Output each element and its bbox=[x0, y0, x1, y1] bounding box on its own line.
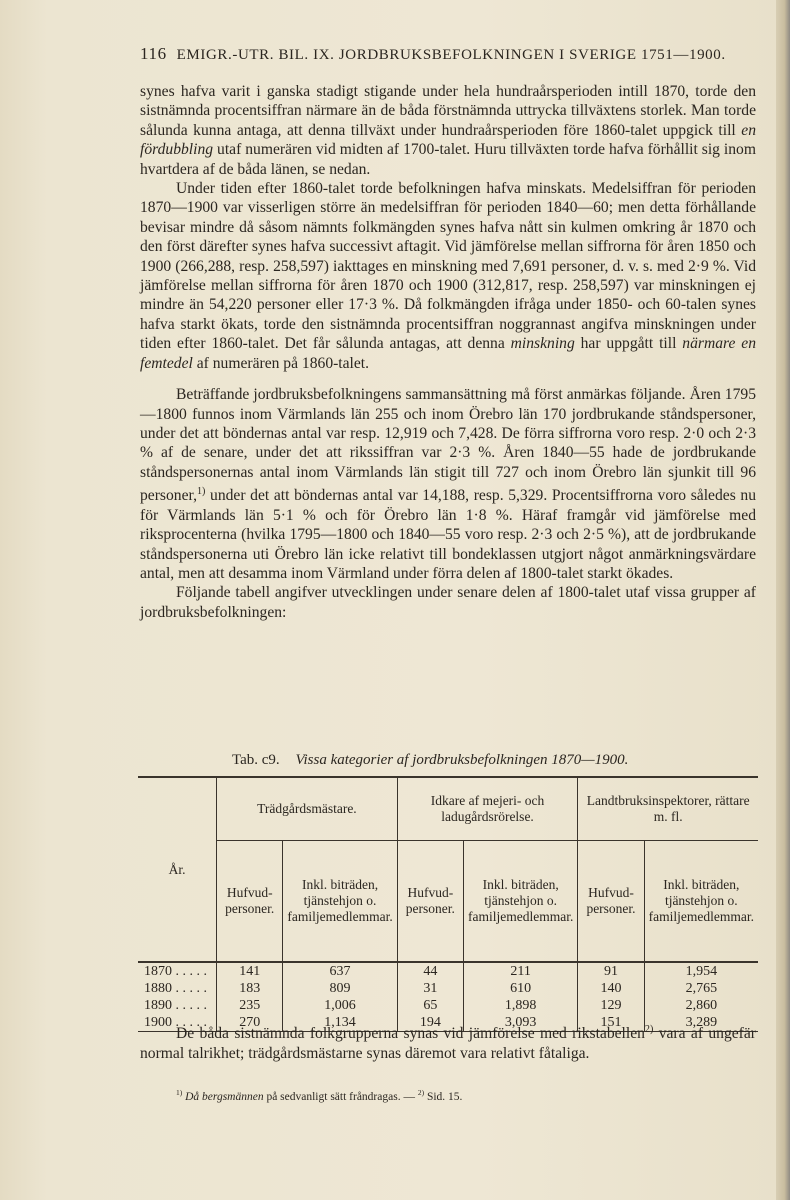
year-cell: 1900 . . . . . bbox=[138, 1014, 217, 1032]
paragraph-2 bbox=[140, 179, 756, 373]
group-header-gardeners: Trädgårdsmästare. bbox=[217, 777, 398, 841]
group-header-dairy: Idkare af mejeri- och ladugårdsrörelse. bbox=[397, 777, 578, 841]
cell: 129 bbox=[578, 997, 644, 1014]
p2-text-a: Under tiden efter 1860-talet torde befolkningen hafva minskats. Medelsiffran för perioden 1870—1900 var visserligen större än medelsiffran för perioden 1840—60; men detta förhållande bevisar mindre då såsom nämnts folkmängden synes hafva nått sin kulmen omkring år 1870 och den först därefter synes hafva successivt aftagit. Vid jämförelse mellan siffrorna för åren 1850 och 1900 (266,288, resp. 258,597) iakttages en minskning med 7,691 personer, d. v. s. med 2·9 %. Vid jämförelse mellan siffrorna för åren 1870 och 1900 (312,817, resp. 258,597) var minskningen ej mindre än 54,220 personer eller 17·3 %. Då folkmängden ifråga under 1850- och 60-talen synes hafva starkt ökats, torde den sistnämnda procentsiffran noggrannast angifva minskningen under tiden efter 1860-talet. Det får sålunda antagas, att denna bbox=[140, 180, 756, 353]
subheader-main-3: Hufvud-personer. bbox=[578, 841, 644, 963]
p5-text-b: vara af ungefär normal talrikhet; trädgårdsmästarne synas däremot vara relativt fåtaliga. bbox=[140, 1025, 756, 1063]
footnote-marker-1: 1) bbox=[176, 1088, 183, 1097]
paragraph-3 bbox=[140, 385, 756, 583]
footnote-emphasis: Då bergsmännen bbox=[185, 1090, 264, 1103]
cell: 1,898 bbox=[464, 997, 578, 1014]
cell: 270 bbox=[217, 1014, 283, 1032]
cell: 194 bbox=[397, 1014, 463, 1032]
cell: 610 bbox=[464, 980, 578, 997]
p5-text-a: De båda sistnämnda folkgrupperna synas vid jämförelse med rikstabellen bbox=[176, 1025, 645, 1043]
footnote-ref-2: 2) bbox=[644, 1024, 654, 1035]
subheader-incl-2: Inkl. biträden, tjänstehjon o. familjemedlemmar. bbox=[464, 841, 578, 963]
footnote-ref-1: 1) bbox=[196, 486, 206, 498]
cell: 211 bbox=[464, 962, 578, 980]
table-row bbox=[138, 962, 758, 980]
p3-text-b: under det att böndernas antal var 14,188, resp. 5,329. Procentsiffrorna voro således nu för Värmlands län 5·1 % och för Örebro län 1·8 %. Häraf framgår vid jämförelse med riksprocenterna (hvilka 1795—1800 och 1840—55 voro resp. 2·3 och 2·5 %), att de jordbrukande ståndspersonerna uti Örebro län icke relativt till bondeklassen utgjort något anmärkningsvärdare antal, men att desamma inom Värmland under förra delen af 1800-talet starkt ökades. bbox=[140, 487, 756, 582]
cell: 809 bbox=[283, 980, 397, 997]
cell: 31 bbox=[397, 980, 463, 997]
data-table bbox=[138, 776, 758, 1032]
footnote-marker-2: 2) bbox=[417, 1088, 425, 1097]
table-row bbox=[138, 980, 758, 997]
p1-emphasis: en fördubbling bbox=[140, 121, 756, 159]
p2-emphasis-2: närmare en femtedel bbox=[140, 335, 757, 372]
p3-text-a: Beträffande jordbruksbefolkningens sammansättning må först anmärkas följande. Åren 1795—1800 funnos inom Värmlands län 255 och inom Örebro län 170 jordbrukande ståndspersoner, under det att böndernas antal var resp. 12,919 och 7,428. De förra siffrorna voro resp. 2·0 och 2·3 % af de senare, under det att rikssiffran var 2·3 %. Åren 1840—55 hade de jordbrukande ståndspersonernas antal inom Värmlands län stigit till 727 och inom Örebro län sjunkit till 96 personer, bbox=[140, 386, 756, 505]
cell: 65 bbox=[397, 997, 463, 1014]
table-title: Vissa kategorier af jordbruksbefolkningen 1870—1900. bbox=[295, 752, 629, 768]
footnotes bbox=[176, 1088, 736, 1103]
page-number: 116 bbox=[140, 44, 167, 63]
page-edge bbox=[776, 0, 790, 1200]
cell: 1,134 bbox=[283, 1014, 397, 1032]
year-cell: 1880 . . . . . bbox=[144, 980, 207, 996]
table-id: Tab. c9. bbox=[232, 752, 280, 768]
paragraph-5 bbox=[140, 1020, 756, 1064]
subheader-main-1: Hufvud-personer. bbox=[217, 841, 283, 963]
subheader-incl-3: Inkl. biträden, tjänstehjon o. familjemedlemmar. bbox=[644, 841, 758, 963]
p2-text-c: af numerären på 1860-talet. bbox=[192, 354, 370, 372]
cell: 141 bbox=[217, 962, 283, 980]
p1-text-a: synes hafva varit i ganska stadigt stigande under hela hundraårsperioden intill 1870, torde den sistnämnda procentsiffran närmare än de båda förstnämnda uttrycka tillväxtens storlek. Man torde sålunda kunna antaga, att denna tillväxt under hundraårsperioden före 1860-talet uppgick till bbox=[140, 83, 756, 139]
cell: 3,093 bbox=[464, 1014, 578, 1032]
cell: 1,006 bbox=[283, 997, 397, 1014]
running-title: EMIGR.-UTR. BIL. IX. JORDBRUKSBEFOLKNINGEN I SVERIGE 1751—1900. bbox=[176, 47, 726, 63]
cell: 91 bbox=[578, 962, 644, 980]
p2-emphasis-1: minskning bbox=[510, 335, 575, 353]
footnote-text-1: på sedvanligt sätt fråndragas. — bbox=[263, 1090, 418, 1103]
cell: 1,954 bbox=[644, 962, 758, 980]
table-caption bbox=[232, 752, 772, 769]
cell: 44 bbox=[397, 962, 463, 980]
cell: 2,860 bbox=[644, 997, 758, 1014]
body-text bbox=[140, 82, 756, 622]
footnote-text-2: Sid. 15. bbox=[424, 1090, 463, 1103]
cell: 151 bbox=[578, 1014, 644, 1032]
paragraph-1 bbox=[140, 82, 756, 179]
running-header bbox=[140, 44, 755, 64]
cell: 3,289 bbox=[644, 1014, 758, 1032]
cell: 2,765 bbox=[644, 980, 758, 997]
cell: 140 bbox=[578, 980, 644, 997]
cell: 183 bbox=[217, 980, 283, 997]
subheader-main-2: Hufvud-personer. bbox=[397, 841, 463, 963]
paragraph-4: Följande tabell angifver utvecklingen under senare delen af 1800-talet utaf vissa grupper af jordbruksbefolkningen: bbox=[140, 584, 756, 621]
year-cell: 1870 . . . . . bbox=[144, 963, 207, 979]
subheader-incl-1: Inkl. biträden, tjänstehjon o. familjemedlemmar. bbox=[283, 841, 397, 963]
year-cell: 1890 . . . . . bbox=[144, 997, 207, 1013]
after-table-text bbox=[140, 1020, 756, 1064]
p1-text-b: utaf numerären vid midten af 1700-talet. Huru tillväxten torde hafva förhållit sig inom hvartdera af de båda länen, se nedan. bbox=[140, 141, 756, 178]
year-header: År. bbox=[138, 777, 217, 962]
group-header-inspectors: Landtbruksinspektorer, rättare m. fl. bbox=[578, 777, 758, 841]
cell: 637 bbox=[283, 962, 397, 980]
table-row bbox=[138, 997, 758, 1014]
p2-text-b: har uppgått till bbox=[574, 335, 683, 353]
cell: 235 bbox=[217, 997, 283, 1014]
